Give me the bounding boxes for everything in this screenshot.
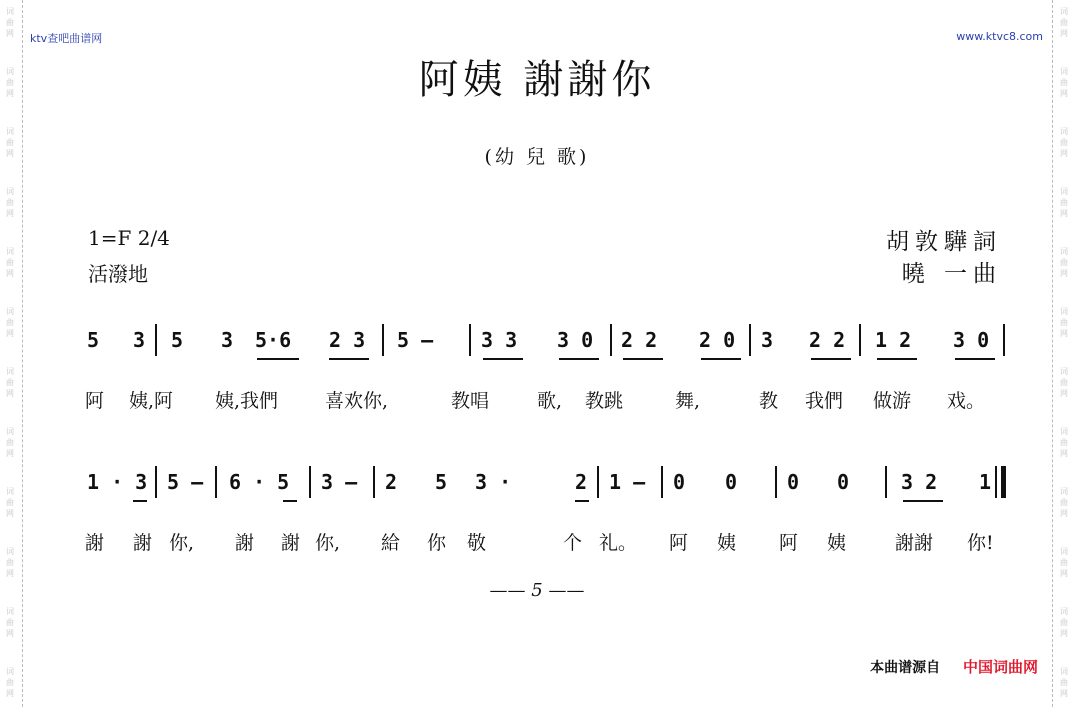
source-label: 本曲谱源自 (870, 660, 941, 676)
lyric: 歌, (537, 390, 563, 412)
watermark-text: 词 曲 网 (1060, 667, 1068, 698)
lyric: 舞, (675, 390, 701, 412)
lyric: 謝 (133, 532, 153, 554)
lyric: 你! (967, 532, 994, 554)
note: 2 (385, 470, 398, 494)
note: 2 0 (699, 328, 736, 352)
note: 6 · 5 (229, 470, 290, 494)
watermark-text: 词 曲 网 (6, 247, 14, 278)
watermark-text: 词 曲 网 (6, 667, 14, 698)
lyric: 做游 (873, 390, 912, 412)
lyric: 我們 (805, 390, 844, 412)
lyricist-credit: 胡敦驊詞 (886, 229, 1002, 255)
lyric: 給 (381, 532, 401, 554)
note: 5 — (167, 470, 204, 494)
note: 5 (171, 328, 184, 352)
note: 0 (837, 470, 850, 494)
song-subtitle: (幼 兒 歌) (484, 146, 590, 168)
note: 3 · (475, 470, 512, 494)
source-credit (870, 656, 1038, 677)
lyric: 謝 (85, 532, 105, 554)
lyric: 謝 (235, 532, 255, 554)
lyrics-line-2 (85, 524, 1015, 558)
watermark-text: 词 曲 网 (1060, 127, 1068, 158)
watermark-text: 词 曲 网 (6, 427, 14, 458)
lyric: 你, (169, 532, 195, 554)
watermark-text: 词 曲 网 (1060, 67, 1068, 98)
score-line-1 (85, 320, 1015, 360)
note: 3 (221, 328, 234, 352)
lyric: 教唱 (451, 390, 490, 412)
tempo-marking: 活潑地 (88, 262, 148, 286)
watermark-text: 词 曲 网 (6, 67, 14, 98)
watermark-text: 词 曲 网 (6, 487, 14, 518)
lyric: 姨,我們 (215, 390, 279, 412)
watermark-text: 词 曲 网 (6, 187, 14, 218)
watermark-text: 词 曲 网 (6, 127, 14, 158)
song-title: 阿姨 謝謝你 (418, 57, 656, 103)
watermark-text: 词 曲 网 (1060, 307, 1068, 338)
note: 2 2 (809, 328, 846, 352)
note: 5·6 (255, 328, 292, 352)
lyric: 礼。 (599, 532, 638, 554)
note: 3 (133, 328, 146, 352)
lyric: 姨 (827, 532, 847, 554)
key-signature: 1=F 2/4 (88, 226, 170, 250)
composer-credit: 曉 一曲 (901, 261, 1002, 287)
lyric: 教 (759, 390, 779, 412)
note: 3 3 (481, 328, 518, 352)
lyric: 个 (563, 532, 583, 554)
watermark-text: 词 曲 网 (6, 7, 14, 38)
note: 1 2 (875, 328, 912, 352)
watermark-text: 词 曲 网 (1060, 367, 1068, 398)
lyric: 戏。 (947, 390, 986, 412)
watermark-text: 词 曲 网 (1060, 7, 1068, 38)
watermark-text: 词 曲 网 (6, 307, 14, 338)
watermark-text: 词 曲 网 (1060, 547, 1068, 578)
note: 2 3 (329, 328, 366, 352)
source-site-link[interactable]: 中国词曲网 (962, 658, 1038, 676)
lyric: 你 (427, 532, 447, 554)
lyric: 敬 (467, 532, 487, 554)
lyric: 你, (315, 532, 341, 554)
note: 1 · 3 (87, 470, 148, 494)
note: 3 2 (901, 470, 938, 494)
watermark-text: 词 曲 网 (1060, 607, 1068, 638)
watermark-text: 词 曲 网 (6, 547, 14, 578)
header-right-site[interactable]: www.ktvc8.com (956, 30, 1043, 43)
page-number: —— 5 —— (489, 580, 585, 601)
lyric: 阿 (85, 390, 105, 412)
lyric: 姨 (717, 532, 737, 554)
note: 3 — (321, 470, 358, 494)
note: 1 — (609, 470, 646, 494)
note: 2 2 (621, 328, 658, 352)
note: 3 0 (953, 328, 990, 352)
lyrics-line-1 (85, 382, 1015, 416)
note: 5 (87, 328, 100, 352)
lyric: 阿 (669, 532, 689, 554)
note: 3 0 (557, 328, 594, 352)
watermark-text: 词 曲 网 (1060, 487, 1068, 518)
watermark-text: 词 曲 网 (1060, 247, 1068, 278)
watermark-text: 词 曲 网 (1060, 187, 1068, 218)
lyric: 謝謝 (895, 532, 934, 554)
watermark-text: 词 曲 网 (6, 367, 14, 398)
lyric: 姨,阿 (129, 390, 174, 412)
note: 5 — (397, 328, 434, 352)
note: 1 (979, 470, 992, 494)
watermark-text: 词 曲 网 (1060, 427, 1068, 458)
lyric: 教跳 (585, 390, 624, 412)
note: 2 (575, 470, 588, 494)
lyric: 謝 (281, 532, 301, 554)
note: 3 (761, 328, 774, 352)
note: 5 (435, 470, 448, 494)
note: 0 (673, 470, 686, 494)
score-line-2 (85, 462, 1015, 502)
note: 0 (725, 470, 738, 494)
lyric: 喜欢你, (325, 390, 389, 412)
header-left-site[interactable]: ktv查吧曲谱网 (30, 32, 103, 45)
lyric: 阿 (779, 532, 799, 554)
note: 0 (787, 470, 800, 494)
watermark-text: 词 曲 网 (6, 607, 14, 638)
